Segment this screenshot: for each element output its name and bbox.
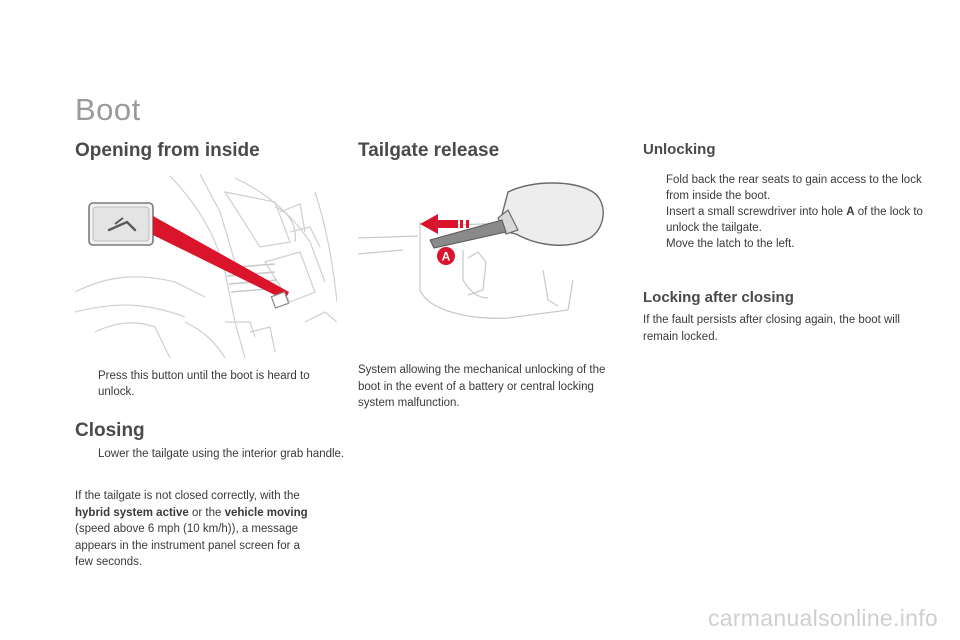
opening-bullet — [75, 368, 346, 400]
opening-instruction: Press this button until the boot is heard to unlock. — [98, 370, 310, 398]
unlocking-heading: Unlocking — [643, 141, 716, 158]
boot-release-button-illustration — [75, 172, 337, 358]
hole-a-label: A — [441, 249, 451, 264]
opening-heading: Opening from inside — [75, 140, 260, 161]
page-title: Boot — [75, 92, 141, 127]
unlocking-bullet-3 — [643, 236, 928, 252]
closing-heading: Closing — [75, 420, 145, 441]
tailgate-heading: Tailgate release — [358, 140, 500, 161]
closing-bullet — [75, 446, 346, 462]
unlocking-bullet-1 — [643, 172, 928, 204]
unlocking-step-2-bold: A — [846, 206, 855, 218]
locking-heading: Locking after closing — [643, 289, 794, 306]
closing-text-3: (speed above 6 mph (10 km/h)), a message appears in the instrument panel screen for a few seconds. — [75, 523, 301, 568]
tailgate-description: System allowing the mechanical unlocking of the boot in the event of a battery or central locking system malfunction. — [358, 364, 606, 409]
unlocking-step-1: Fold back the rear seats to gain access to the lock from inside the boot. — [666, 174, 922, 202]
closing-bold-moving: vehicle moving — [224, 506, 308, 519]
closing-instruction: Lower the tailgate using the interior grab handle. — [98, 448, 345, 460]
closing-bold-hybrid: hybrid system active — [75, 506, 189, 519]
unlocking-step-2-post: of the lock to unlock the tailgate. — [666, 206, 923, 234]
tailgate-release-illustration — [358, 180, 620, 330]
closing-text-1: If the tailgate is not closed correctly, with the — [75, 490, 300, 502]
locking-paragraph: If the fault persists after closing again, the boot will remain locked. — [643, 314, 900, 343]
closing-paragraph — [75, 488, 321, 571]
unlocking-step-2-pre: Insert a small screwdriver into hole — [666, 206, 847, 218]
unlocking-bullet-2 — [643, 204, 928, 236]
watermark: carmanualsonline.info — [707, 605, 938, 631]
closing-text-2: or the — [188, 506, 225, 519]
unlocking-step-3: Move the latch to the left. — [666, 238, 795, 250]
